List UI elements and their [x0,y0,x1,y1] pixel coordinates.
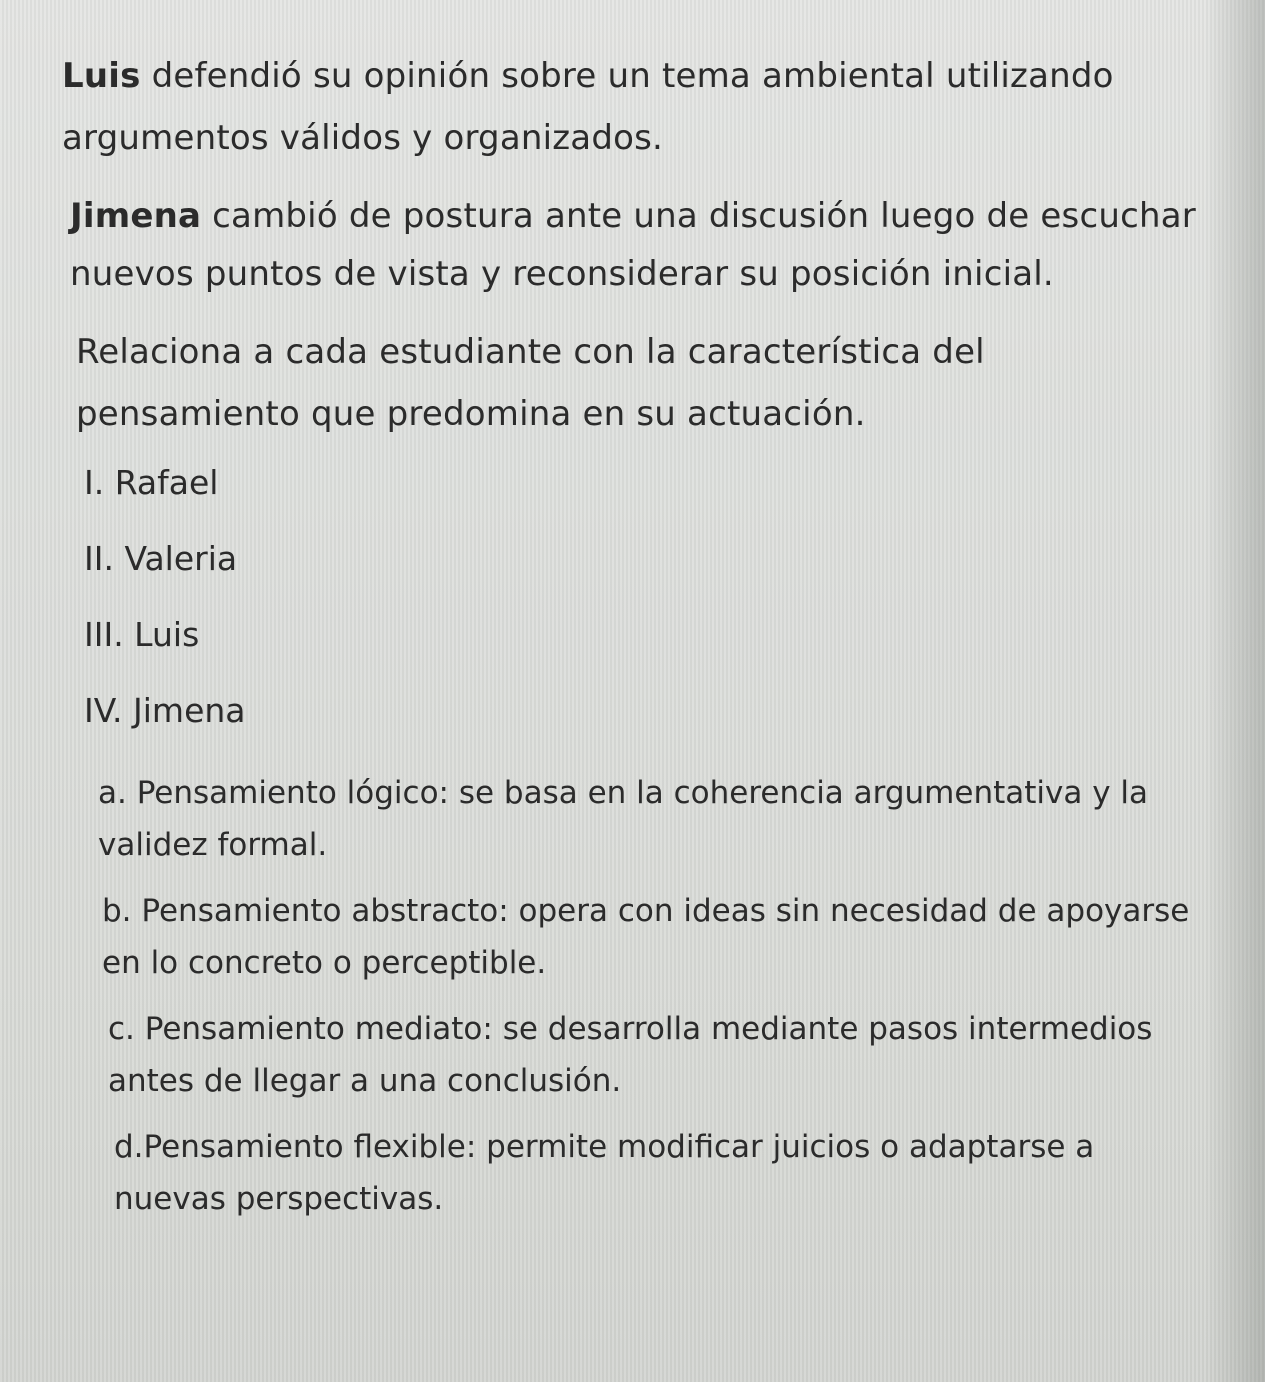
characteristic-options [62,767,1202,1225]
option-d: d.Pensamiento flexible: permite modificar juicios o adaptarse a nuevas perspectivas. [114,1129,1095,1217]
student-item-luis: III. Luis [84,615,200,654]
paragraph-luis [62,45,1202,169]
option-c: c. Pensamiento mediato: se desarrolla mediante pasos intermedios antes de llegar a una conclusión. [108,1011,1153,1099]
student-list [62,463,1202,731]
option-a: a. Pensamiento lógico: se basa en la coherencia argumentativa y la validez formal. [98,775,1149,863]
student-item-jimena: IV. Jimena [84,691,246,730]
instruction-text: Relaciona a cada estudiante con la característica del pensamiento que predomina en su actuación. [76,332,985,434]
jimena-description: cambió de postura ante una discusión luego de escuchar nuevos puntos de vista y reconsiderar su posición inicial. [70,196,1196,294]
student-item-rafael: I. Rafael [84,463,219,502]
option-b: b. Pensamiento abstracto: opera con ideas sin necesidad de apoyarse en lo concreto o perceptible. [102,893,1190,981]
paragraph-jimena [62,187,1202,303]
student-item-valeria: II. Valeria [84,539,238,578]
question-content [62,45,1202,1239]
luis-name: Luis [62,56,141,96]
jimena-name: Jimena [70,196,202,236]
luis-description: defendió su opinión sobre un tema ambiental utilizando argumentos válidos y organizados. [62,56,1114,158]
